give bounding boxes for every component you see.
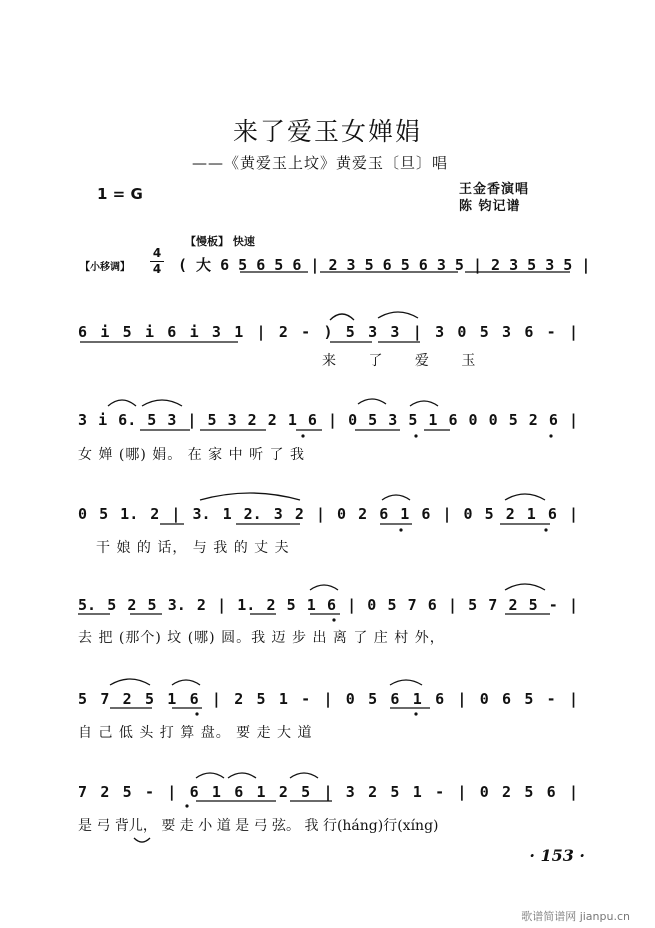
lyrics-line-3: 女 婵 (哪) 娟。 在 家 中 听 了 我 <box>78 447 305 463</box>
lyrics-line-4: 干 娘 的 话， 与 我 的 丈 夫 <box>96 540 290 556</box>
octave-dot <box>399 528 402 531</box>
tempo-marking: 【慢板】 快速 <box>185 235 255 248</box>
lyrics-line-7: 是 弓 背儿， 要 走 小 道 是 弓 弦。 我 行(háng)行(xíng) <box>78 818 439 834</box>
song-subtitle: ——《黄爱玉上坟》黄爱玉〔旦〕唱 <box>192 154 449 172</box>
octave-dot <box>414 712 417 715</box>
slur-mark <box>390 680 422 685</box>
song-title: 来了爱玉女婵娟 <box>232 117 422 146</box>
slur-mark <box>410 401 438 406</box>
octave-dot <box>549 434 552 437</box>
slur-mark <box>134 838 150 842</box>
key-signature: 1 = G <box>97 185 143 203</box>
notation-line-3: 3 i 6. 5 3 | 5 3 2 2 1 6 | 0 5 3 5 1 6 0 0 5 2 6 | <box>78 411 578 429</box>
time-signature-bottom: 4 <box>152 262 162 276</box>
slur-mark <box>172 680 200 685</box>
slur-mark <box>290 773 318 778</box>
slur-mark <box>228 773 256 778</box>
lyrics-line-2: 来 了 爱 玉 <box>322 353 490 369</box>
octave-dot <box>414 434 417 437</box>
page-number: · 153 · <box>529 846 585 865</box>
notation-line-4: 0 5 1. 2 | 3. 1 2. 3 2 | 0 2 6 1 6 | 0 5 2 1 6 | <box>78 505 578 523</box>
notation-line-1: ( 大 6 5 6 5 6 | 2 3 5 6 5 6 3 5 | 2 3 5 3 5 | <box>178 256 591 274</box>
slur-mark <box>142 400 182 406</box>
singer-credit: 王金香演唱 <box>459 182 530 197</box>
slur-mark <box>330 314 354 320</box>
slur-mark <box>196 773 224 778</box>
slur-mark <box>200 493 300 500</box>
time-signature-top: 4 <box>152 246 162 260</box>
instrument-label: 【小移调】 <box>80 262 130 273</box>
slur-mark <box>505 494 545 500</box>
octave-dot <box>185 804 188 807</box>
slur-mark <box>505 584 545 590</box>
slur-mark <box>358 399 386 404</box>
octave-dot <box>195 712 198 715</box>
octave-dot <box>332 618 335 621</box>
slur-mark <box>110 679 150 685</box>
notation-line-7: 7 2 5 - | 6 1 6 1 2 5 | 3 2 5 1 - | 0 2 5 6 | <box>78 783 578 801</box>
notation-line-2: 6 i 5 i 6 i 3 1 | 2 - ) 5 3 3 | 3 0 5 3 6 - | <box>78 323 578 341</box>
lyrics-line-5: 去 把 (那个) 坟 (哪) 圆。我 迈 步 出 离 了 庄 村 外， <box>78 630 445 646</box>
slur-mark <box>382 495 410 500</box>
octave-dot <box>544 528 547 531</box>
slur-mark <box>108 400 136 406</box>
slur-mark <box>378 312 418 318</box>
octave-dot <box>301 434 304 437</box>
notation-line-6: 5 7 2 5 1 6 | 2 5 1 - | 0 5 6 1 6 | 0 6 5 - | <box>78 690 578 708</box>
notator-credit: 陈 钧记谱 <box>459 199 521 214</box>
notation-line-5: 5. 5 2 5 3. 2 | 1. 2 5 1 6 | 0 5 7 6 | 5 7 2 5 - | <box>78 596 578 614</box>
watermark: 歌谱简谱网 jianpu.cn <box>521 910 630 923</box>
lyrics-line-6: 自 己 低 头 打 算 盘。 要 走 大 道 <box>78 725 313 741</box>
slur-mark <box>310 585 338 590</box>
